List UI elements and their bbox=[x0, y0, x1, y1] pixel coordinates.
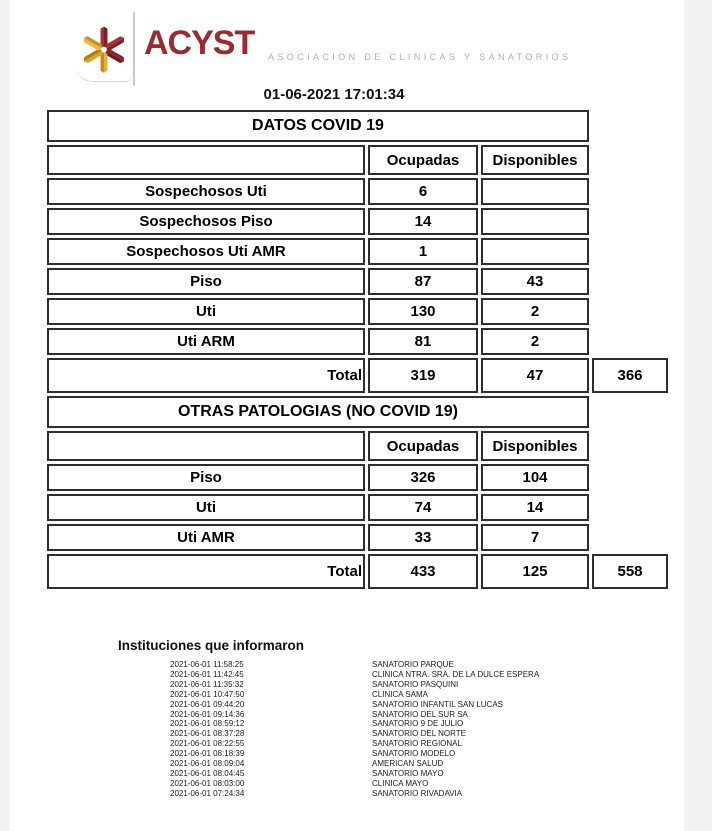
row-label: Uti ARM bbox=[47, 328, 365, 355]
institution-timestamp: 2021-06-01 08:37:28 bbox=[170, 729, 245, 739]
row-disponibles: 14 bbox=[481, 494, 589, 521]
table-row bbox=[47, 464, 668, 491]
table-row bbox=[47, 494, 668, 521]
list-item bbox=[170, 749, 539, 759]
row-ocupadas: 87 bbox=[368, 268, 478, 295]
institution-timestamp: 2021-06-01 08:59:12 bbox=[170, 719, 245, 729]
row-disponibles: 104 bbox=[481, 464, 589, 491]
row-ocupadas: 1 bbox=[368, 238, 478, 265]
row-ocupadas: 81 bbox=[368, 328, 478, 355]
list-item bbox=[170, 670, 539, 680]
institution-name: SANATORIO PASQUINI bbox=[372, 679, 459, 689]
row-disponibles: 43 bbox=[481, 268, 589, 295]
list-item bbox=[170, 700, 539, 710]
table-row bbox=[47, 524, 668, 551]
table2-title-row bbox=[47, 396, 668, 428]
institution-name: CLINICA MAYO bbox=[372, 778, 429, 788]
institution-name: SANATORIO PARQUE bbox=[372, 660, 454, 669]
row-disponibles: 2 bbox=[481, 328, 589, 355]
row-ocupadas: 14 bbox=[368, 208, 478, 235]
table2-header-empty bbox=[47, 431, 365, 461]
list-item bbox=[170, 759, 539, 769]
row-ocupadas: 74 bbox=[368, 494, 478, 521]
acyst-logo-icon bbox=[75, 16, 133, 82]
institution-timestamp: 2021-06-01 08:22:55 bbox=[170, 739, 245, 749]
row-ocupadas: 33 bbox=[368, 524, 478, 551]
row-ocupadas: 326 bbox=[368, 464, 478, 491]
institution-timestamp: 2021-06-01 09:44:20 bbox=[170, 699, 245, 709]
list-item bbox=[170, 719, 539, 729]
table1-header-empty bbox=[47, 145, 365, 175]
institution-name: SANATORIO RIVADAVIA bbox=[372, 788, 463, 798]
report-timestamp: 01-06-2021 17:01:34 bbox=[263, 86, 405, 103]
table-row bbox=[47, 208, 668, 235]
table1-header-disponibles: Disponibles bbox=[481, 145, 589, 175]
row-label: Sospechosos Uti bbox=[47, 178, 365, 205]
row-label: Uti bbox=[47, 298, 365, 325]
brand-tagline: ASOCIACION DE CLINICAS Y SANATORIOS bbox=[268, 52, 572, 62]
row-ocupadas: 130 bbox=[368, 298, 478, 325]
list-item bbox=[170, 739, 539, 749]
institution-timestamp: 2021-06-01 08:03:00 bbox=[170, 778, 245, 788]
total-label: Total bbox=[47, 554, 365, 589]
institution-name: CLINICA NTRA. SRA. DE LA DULCE ESPERA bbox=[372, 669, 540, 679]
institution-timestamp: 2021-06-01 09:14:36 bbox=[170, 709, 245, 719]
table2-title: OTRAS PATOLOGIAS (NO COVID 19) bbox=[47, 396, 589, 428]
row-label: Sospechosos Piso bbox=[47, 208, 365, 235]
institutions-list bbox=[170, 660, 539, 799]
total-ocupadas: 319 bbox=[368, 358, 478, 393]
list-item bbox=[170, 660, 539, 670]
list-item bbox=[170, 710, 539, 720]
row-ocupadas: 6 bbox=[368, 178, 478, 205]
institution-name: SANATORIO DEL SUR SA bbox=[372, 709, 468, 719]
data-tables bbox=[47, 110, 668, 589]
institution-name: SANATORIO INFANTIL SAN LUCAS bbox=[372, 699, 503, 709]
institution-name: SANATORIO 9 DE JULIO bbox=[372, 719, 464, 729]
table2-header-disponibles: Disponibles bbox=[481, 431, 589, 461]
total-disponibles: 125 bbox=[481, 554, 589, 589]
grand-total: 366 bbox=[592, 358, 668, 393]
list-item bbox=[170, 729, 539, 739]
table2-header-row bbox=[47, 431, 668, 461]
institution-name: SANATORIO REGIONAL bbox=[372, 739, 462, 749]
institution-name: AMERICAN SALUD bbox=[372, 759, 444, 769]
list-item bbox=[170, 680, 539, 690]
table1-title: DATOS COVID 19 bbox=[47, 110, 589, 142]
institution-name: SANATORIO MAYO bbox=[372, 768, 444, 778]
total-disponibles: 47 bbox=[481, 358, 589, 393]
institutions-heading: Instituciones que informaron bbox=[118, 638, 305, 653]
list-item bbox=[170, 779, 539, 789]
institution-timestamp: 2021-06-01 08:18:39 bbox=[170, 749, 245, 759]
row-disponibles bbox=[481, 178, 589, 205]
institution-name: SANATORIO DEL NORTE bbox=[372, 729, 466, 739]
row-label: Piso bbox=[47, 268, 365, 295]
total-label: Total bbox=[47, 358, 365, 393]
report-page bbox=[10, 0, 684, 831]
brand-name: ACYST bbox=[144, 24, 255, 62]
table-row bbox=[47, 268, 668, 295]
institution-name: CLINICA SAMA bbox=[372, 689, 429, 699]
row-label: Piso bbox=[47, 464, 365, 491]
table-row bbox=[47, 298, 668, 325]
row-disponibles: 2 bbox=[481, 298, 589, 325]
asterisk-icon bbox=[75, 16, 133, 81]
list-item bbox=[170, 789, 539, 799]
row-disponibles bbox=[481, 208, 589, 235]
list-item bbox=[170, 690, 539, 700]
row-label: Uti AMR bbox=[47, 524, 365, 551]
total-ocupadas: 433 bbox=[368, 554, 478, 589]
institution-timestamp: 2021-06-01 10:47:50 bbox=[170, 689, 245, 699]
institution-timestamp: 2021-06-01 11:58:25 bbox=[170, 660, 244, 669]
table1-total-row bbox=[47, 358, 668, 393]
table2-header-ocupadas: Ocupadas bbox=[368, 431, 478, 461]
row-disponibles: 7 bbox=[481, 524, 589, 551]
institution-timestamp: 2021-06-01 08:04:45 bbox=[170, 768, 245, 778]
row-label: Uti bbox=[47, 494, 365, 521]
institution-timestamp: 2021-06-01 11:35:32 bbox=[170, 679, 244, 689]
row-label: Sospechosos Uti AMR bbox=[47, 238, 365, 265]
table1-header-row bbox=[47, 145, 668, 175]
table1-title-row bbox=[47, 110, 668, 142]
logo-divider bbox=[133, 12, 135, 86]
table-row bbox=[47, 178, 668, 205]
institution-name: SANATORIO MODELO bbox=[372, 749, 456, 759]
institution-timestamp: 2021-06-01 11:42:45 bbox=[170, 669, 244, 679]
grand-total: 558 bbox=[592, 554, 668, 589]
institution-timestamp: 2021-06-01 07:24:34 bbox=[170, 788, 245, 798]
institution-timestamp: 2021-06-01 08:09:04 bbox=[170, 759, 245, 769]
row-disponibles bbox=[481, 238, 589, 265]
table2-total-row bbox=[47, 554, 668, 589]
table-row bbox=[47, 328, 668, 355]
table-row bbox=[47, 238, 668, 265]
list-item bbox=[170, 769, 539, 779]
table1-header-ocupadas: Ocupadas bbox=[368, 145, 478, 175]
